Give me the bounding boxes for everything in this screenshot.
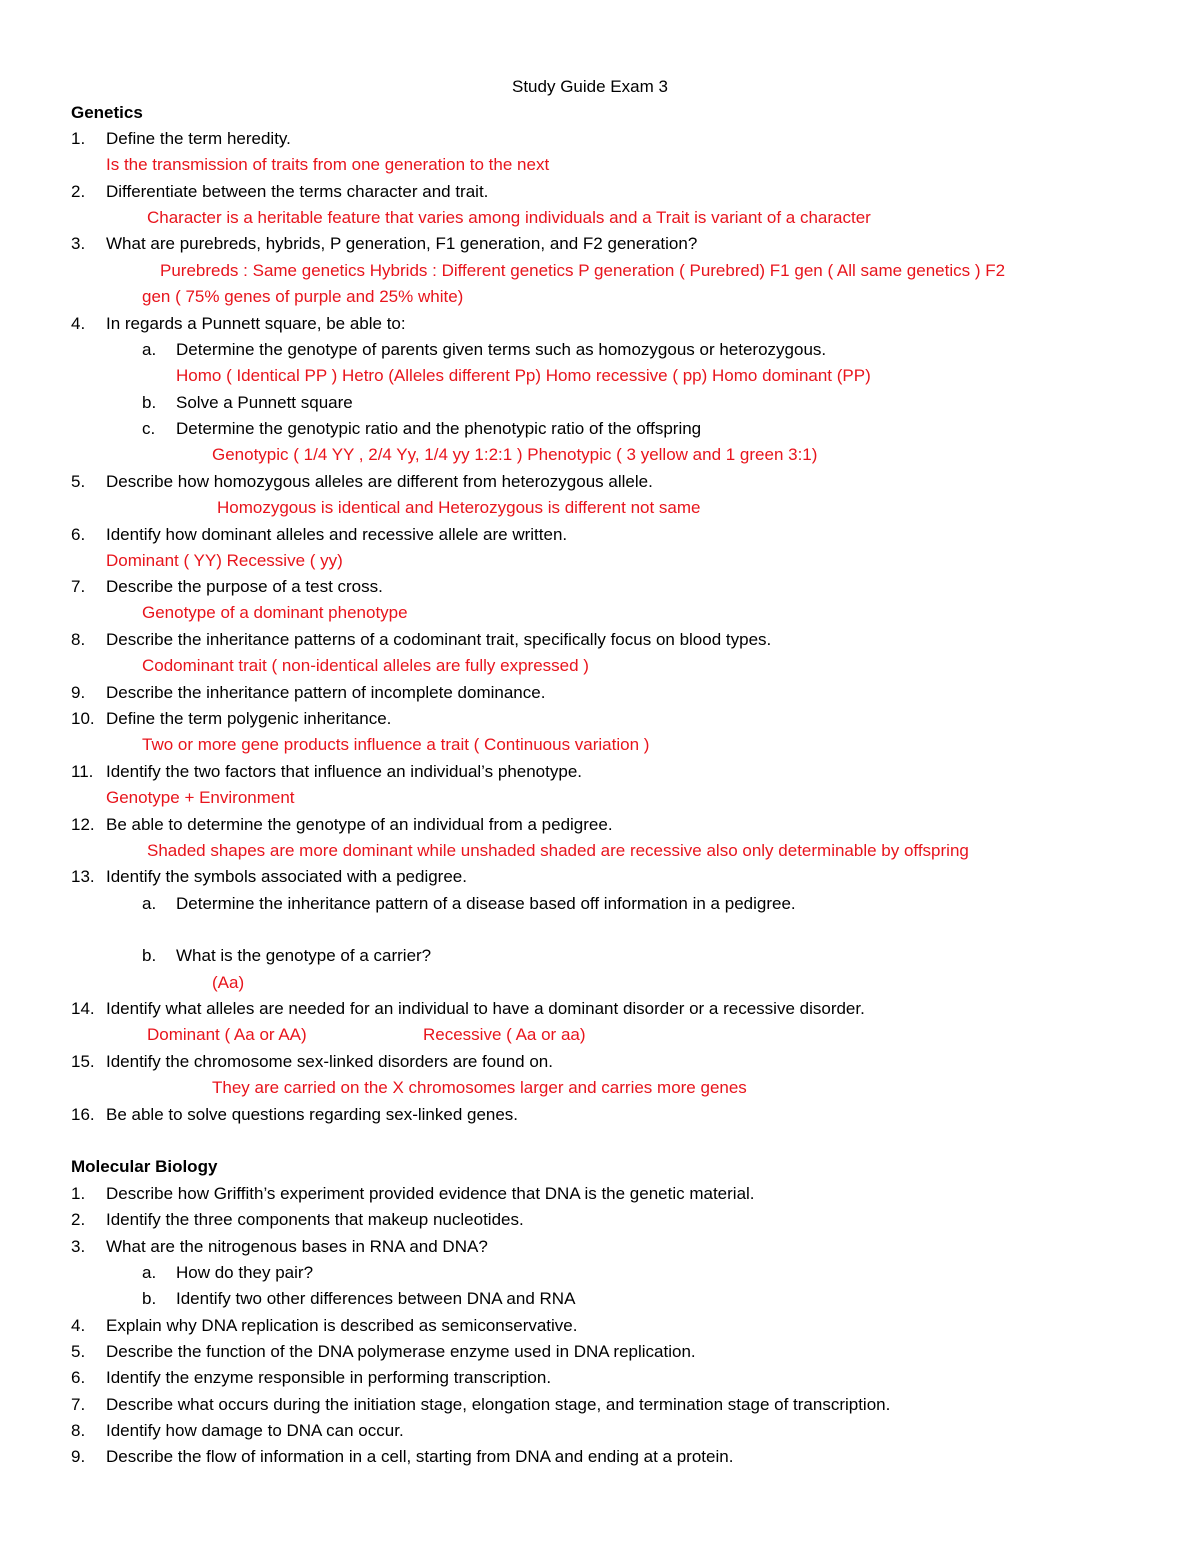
question-text: Describe how Griffith’s experiment provided evidence that DNA is the genetic material. [106, 1184, 755, 1203]
sub-question-text: Identify two other differences between DNA and RNA [176, 1289, 576, 1308]
question-text: Be able to determine the genotype of an individual from a pedigree. [106, 815, 613, 834]
answer-text: Recessive ( Aa or aa) [423, 1025, 586, 1044]
question-text: Identify how dominant alleles and recessive allele are written. [106, 525, 568, 544]
answer-text: Genotypic ( 1/4 YY , 2/4 Yy, 1/4 yy 1:2:1 ) Phenotypic ( 3 yellow and 1 green 3:1) [212, 445, 818, 464]
sub-question-text: Solve a Punnett square [176, 393, 353, 412]
question-number: 7. [71, 1395, 86, 1414]
question-text: Define the term heredity. [106, 129, 291, 148]
question-number: 11. [71, 762, 94, 781]
sub-question-text: Determine the inheritance pattern of a disease based off information in a pedigree. [176, 894, 796, 913]
question-text: Describe the flow of information in a cell, starting from DNA and ending at a protein. [106, 1447, 734, 1466]
question-number: 4. [71, 314, 86, 333]
question-number: 5. [71, 1342, 86, 1361]
question-number: 12. [71, 815, 95, 834]
question-text: What are purebreds, hybrids, P generation, F1 generation, and F2 generation? [106, 234, 698, 253]
sub-question-label: b. [142, 946, 157, 965]
question-number: 10. [71, 709, 95, 728]
question-text: Describe the inheritance patterns of a codominant trait, specifically focus on blood types. [106, 630, 772, 649]
question-text: Identify what alleles are needed for an individual to have a dominant disorder or a recessive disorder. [106, 999, 865, 1018]
answer-text: Shaded shapes are more dominant while unshaded shaded are recessive also only determinable by offspring [147, 841, 969, 860]
sub-question-label: a. [142, 1263, 157, 1282]
question-text: Explain why DNA replication is described as semiconservative. [106, 1316, 578, 1335]
answer-text: Codominant trait ( non-identical alleles are fully expressed ) [142, 656, 589, 675]
answer-text: gen ( 75% genes of purple and 25% white) [142, 287, 464, 306]
question-number: 5. [71, 472, 86, 491]
question-number: 9. [71, 1447, 86, 1466]
sub-question-text: Determine the genotypic ratio and the phenotypic ratio of the offspring [176, 419, 702, 438]
question-text: Identify how damage to DNA can occur. [106, 1421, 404, 1440]
question-number: 7. [71, 577, 86, 596]
question-text: Describe the function of the DNA polymerase enzyme used in DNA replication. [106, 1342, 696, 1361]
question-number: 1. [71, 1184, 86, 1203]
answer-text: Is the transmission of traits from one generation to the next [106, 155, 550, 174]
question-number: 9. [71, 683, 86, 702]
answer-text: Two or more gene products influence a trait ( Continuous variation ) [142, 735, 650, 754]
question-number: 1. [71, 129, 86, 148]
question-number: 4. [71, 1316, 86, 1335]
answer-text: Genotype + Environment [106, 788, 295, 807]
question-number: 3. [71, 234, 86, 253]
question-number: 6. [71, 525, 86, 544]
answer-text: Genotype of a dominant phenotype [142, 603, 408, 622]
question-text: Describe the purpose of a test cross. [106, 577, 383, 596]
sub-question-text: How do they pair? [176, 1263, 314, 1282]
question-number: 6. [71, 1368, 86, 1387]
sub-question-label: a. [142, 894, 157, 913]
section-heading-molecular-biology: Molecular Biology [71, 1157, 218, 1176]
answer-text: (Aa) [212, 973, 245, 992]
question-text: Be able to solve questions regarding sex-linked genes. [106, 1105, 519, 1124]
question-number: 16. [71, 1105, 95, 1124]
question-text: Describe the inheritance pattern of incomplete dominance. [106, 683, 546, 702]
answer-text: They are carried on the X chromosomes larger and carries more genes [212, 1078, 747, 1097]
answer-text: Homozygous is identical and Heterozygous is different not same [217, 498, 701, 517]
question-number: 3. [71, 1237, 86, 1256]
question-text: Identify the chromosome sex-linked disorders are found on. [106, 1052, 553, 1071]
question-text: What are the nitrogenous bases in RNA and DNA? [106, 1237, 488, 1256]
question-text: Identify the two factors that influence an individual’s phenotype. [106, 762, 582, 781]
answer-text: Character is a heritable feature that varies among individuals and a Trait is variant of a character [147, 208, 871, 227]
sub-question-text: What is the genotype of a carrier? [176, 946, 432, 965]
question-text: Define the term polygenic inheritance. [106, 709, 392, 728]
question-number: 8. [71, 1421, 86, 1440]
question-text: In regards a Punnett square, be able to: [106, 314, 406, 333]
question-text: Describe how homozygous alleles are different from heterozygous allele. [106, 472, 653, 491]
sub-question-label: b. [142, 1289, 157, 1308]
question-number: 2. [71, 182, 86, 201]
sub-question-label: a. [142, 340, 157, 359]
answer-text: Purebreds : Same genetics Hybrids : Different genetics P generation ( Purebred) F1 gen ( All same genetics ) F2 [160, 261, 1006, 280]
question-text: Differentiate between the terms character and trait. [106, 182, 489, 201]
question-text: Identify the enzyme responsible in performing transcription. [106, 1368, 552, 1387]
question-number: 15. [71, 1052, 95, 1071]
answer-text: Dominant ( YY) Recessive ( yy) [106, 551, 343, 570]
sub-question-label: b. [142, 393, 157, 412]
sub-question-label: c. [142, 419, 156, 438]
question-text: Identify the symbols associated with a pedigree. [106, 867, 467, 886]
section-heading-genetics: Genetics [71, 103, 143, 122]
answer-text: Homo ( Identical PP ) Hetro (Alleles different Pp) Homo recessive ( pp) Homo dominant (PP) [176, 366, 871, 385]
sub-question-text: Determine the genotype of parents given terms such as homozygous or heterozygous. [176, 340, 827, 359]
question-number: 2. [71, 1210, 86, 1229]
question-text: Describe what occurs during the initiation stage, elongation stage, and termination stage of transcription. [106, 1395, 891, 1414]
answer-text: Dominant ( Aa or AA) [147, 1025, 307, 1044]
question-number: 8. [71, 630, 86, 649]
page-title: Study Guide Exam 3 [512, 77, 668, 96]
question-number: 14. [71, 999, 95, 1018]
question-number: 13. [71, 867, 95, 886]
question-text: Identify the three components that makeup nucleotides. [106, 1210, 524, 1229]
